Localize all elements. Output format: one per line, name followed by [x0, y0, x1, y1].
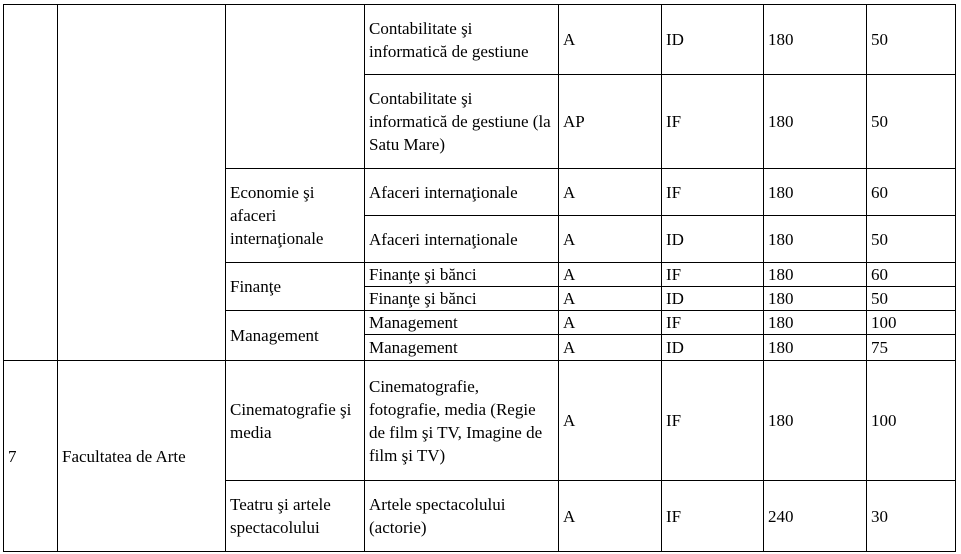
table-row	[4, 5, 956, 75]
credits-cell: 180	[764, 216, 867, 263]
domain-cell: Finanţe	[226, 263, 365, 311]
program-cell: Artele spectacolului (actorie)	[365, 481, 559, 552]
form-cell: ID	[662, 5, 764, 75]
credits-cell: 180	[764, 335, 867, 361]
faculty-cell: Facultatea de Arte	[58, 361, 226, 552]
nr-cell	[4, 5, 58, 361]
credits-cell: 180	[764, 5, 867, 75]
nr-cell: 7	[4, 361, 58, 552]
places-cell: 50	[867, 75, 956, 169]
accreditation-cell: A	[559, 169, 662, 216]
domain-cell: Management	[226, 311, 365, 361]
program-cell: Afaceri internaţionale	[365, 169, 559, 216]
credits-cell: 180	[764, 361, 867, 481]
accreditation-cell: A	[559, 361, 662, 481]
places-cell: 50	[867, 5, 956, 75]
places-cell: 75	[867, 335, 956, 361]
form-cell: IF	[662, 481, 764, 552]
domain-cell: Cinematografie şi media	[226, 361, 365, 481]
program-cell: Afaceri internaţionale	[365, 216, 559, 263]
places-cell: 50	[867, 216, 956, 263]
program-cell: Finanţe şi bănci	[365, 263, 559, 287]
form-cell: IF	[662, 311, 764, 335]
domain-cell: Teatru şi artele spectacolului	[226, 481, 365, 552]
form-cell: IF	[662, 169, 764, 216]
credits-cell: 240	[764, 481, 867, 552]
places-cell: 60	[867, 169, 956, 216]
credits-cell: 180	[764, 311, 867, 335]
credits-cell: 180	[764, 263, 867, 287]
credits-cell: 180	[764, 287, 867, 311]
places-cell: 50	[867, 287, 956, 311]
accreditation-cell: A	[559, 5, 662, 75]
faculty-cell	[58, 5, 226, 361]
program-cell: Contabilitate şi informatică de gestiune	[365, 5, 559, 75]
accreditation-cell: A	[559, 481, 662, 552]
form-cell: ID	[662, 216, 764, 263]
places-cell: 30	[867, 481, 956, 552]
program-cell: Management	[365, 311, 559, 335]
domain-cell: Economie şi afaceri internaţionale	[226, 169, 365, 263]
credits-cell: 180	[764, 75, 867, 169]
form-cell: ID	[662, 287, 764, 311]
accreditation-cell: A	[559, 263, 662, 287]
accreditation-cell: A	[559, 287, 662, 311]
form-cell: IF	[662, 361, 764, 481]
accreditation-cell: AP	[559, 75, 662, 169]
credits-cell: 180	[764, 169, 867, 216]
accreditation-cell: A	[559, 311, 662, 335]
places-cell: 100	[867, 311, 956, 335]
places-cell: 60	[867, 263, 956, 287]
accreditation-cell: A	[559, 216, 662, 263]
program-cell: Cinematografie, fotografie, media (Regie de film şi TV, Imagine de film şi TV)	[365, 361, 559, 481]
form-cell: IF	[662, 75, 764, 169]
study-programs-table	[3, 4, 956, 552]
places-cell: 100	[867, 361, 956, 481]
form-cell: IF	[662, 263, 764, 287]
accreditation-cell: A	[559, 335, 662, 361]
program-cell: Management	[365, 335, 559, 361]
program-cell: Contabilitate şi informatică de gestiune (la Satu Mare)	[365, 75, 559, 169]
form-cell: ID	[662, 335, 764, 361]
program-cell: Finanţe şi bănci	[365, 287, 559, 311]
table-row	[4, 361, 956, 481]
domain-cell	[226, 5, 365, 169]
